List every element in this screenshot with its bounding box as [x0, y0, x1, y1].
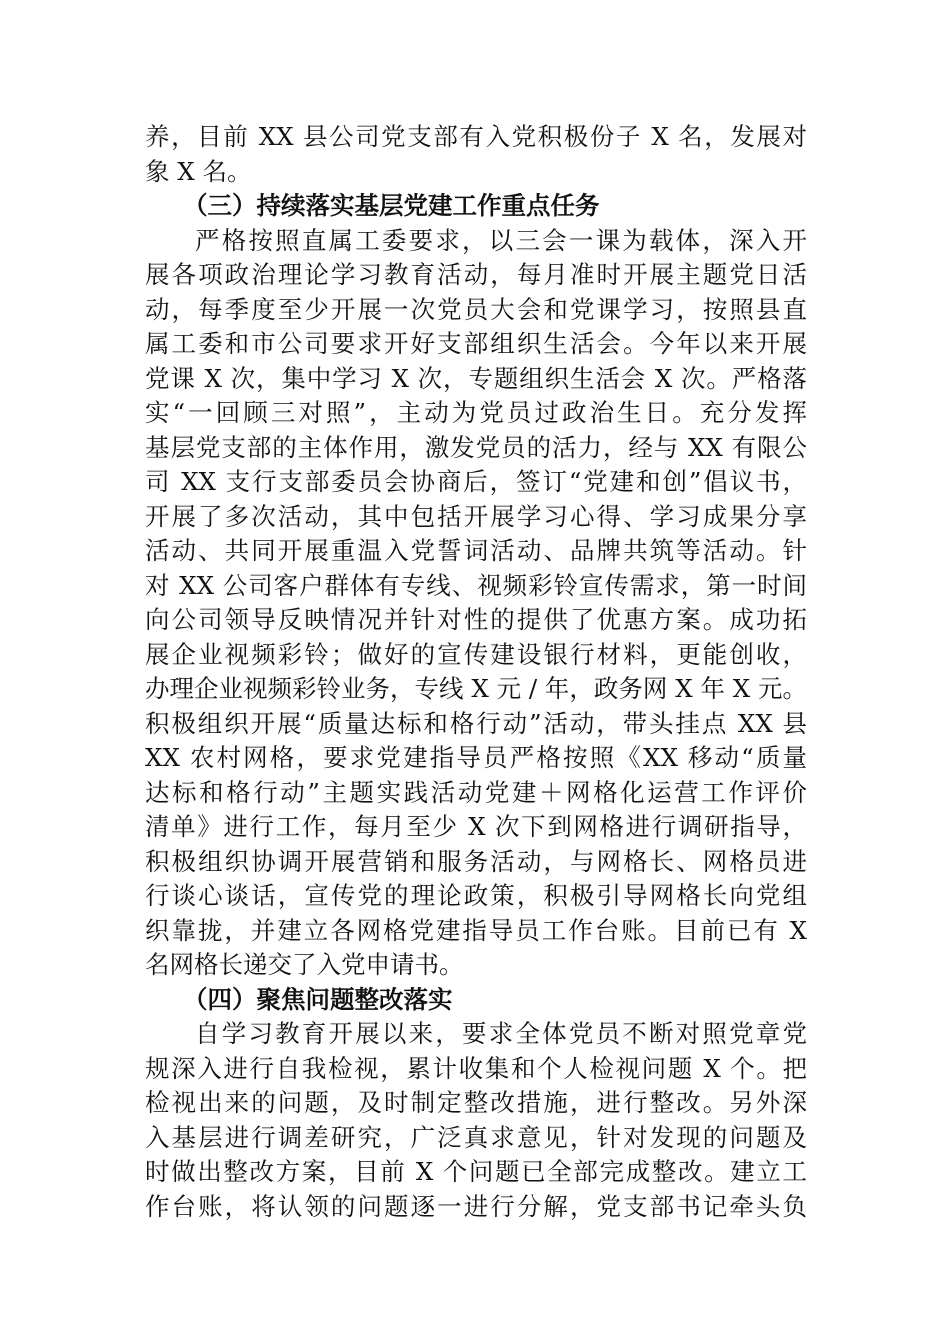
- text-line: 行谈心谈话，宣传党的理论政策，积极引导网格长向党组: [145, 881, 807, 910]
- text-line: 基层党支部的主体作用，激发党员的活力，经与 XX 有限公: [145, 432, 807, 462]
- document-body: [145, 120, 807, 1224]
- text-line: 达标和格行动”主题实践活动党建＋网格化运营工作评价: [145, 777, 807, 807]
- text-line: 党课 X 次，集中学习 X 次，专题组织生活会 X 次。严格落: [145, 363, 807, 393]
- text-line: 织靠拢，并建立各网格党建指导员工作台账。目前已有 X: [145, 915, 807, 945]
- text-line: 作台账，将认领的问题逐一进行分解，党支部书记牵头负: [145, 1191, 807, 1221]
- text-line: 规深入进行自我检视，累计收集和个人检视问题 X 个。把: [145, 1053, 807, 1083]
- text-line: 对 XX 公司客户群体有专线、视频彩铃宣传需求，第一时间: [145, 570, 807, 600]
- text-line: 自学习教育开展以来，要求全体党员不断对照党章党: [195, 1019, 807, 1048]
- paragraph: [145, 120, 807, 189]
- text-line: 实“一回顾三对照”，主动为党员过政治生日。充分发挥: [145, 398, 807, 427]
- text-line: 清单》进行工作，每月至少 X 次下到网格进行调研指导，: [145, 812, 807, 841]
- text-line: 开展了多次活动，其中包括开展学习心得、学习成果分享: [145, 501, 807, 531]
- text-line: 严格按照直属工委要求，以三会一课为载体，深入开: [195, 225, 807, 255]
- text-line: 入基层进行调差研究，广泛真求意见，针对发现的问题及: [145, 1122, 807, 1152]
- text-line: 时做出整改方案，目前 X 个问题已全部完成整改。建立工: [145, 1157, 807, 1186]
- text-line: 检视出来的问题，及时制定整改措施，进行整改。另外深: [145, 1088, 807, 1117]
- paragraph: [145, 224, 807, 983]
- text-line: 展企业视频彩铃；做好的宣传建设银行材料，更能创收，: [145, 639, 807, 669]
- text-line: 养，目前 XX 县公司党支部有入党积极份子 X 名，发展对: [145, 122, 807, 151]
- text-line: 展各项政治理论学习教育活动，每月准时开展主题党日活: [145, 260, 807, 289]
- paragraph: [145, 1017, 807, 1224]
- text-line: 积极组织协调开展营销和服务活动，与网格长、网格员进: [145, 846, 807, 876]
- text-line: 活动、共同开展重温入党誓词活动、品牌共筑等活动。针: [145, 536, 807, 565]
- text-line: 向公司领导反映情况并针对性的提供了优惠方案。成功拓: [145, 605, 807, 634]
- section-heading: （四）聚焦问题整改落实: [183, 984, 453, 1014]
- text-line: 名网格长递交了入党申请书。: [145, 950, 464, 979]
- text-line: 属工委和市公司要求开好支部组织生活会。今年以来开展: [145, 329, 807, 358]
- text-line: 积极组织开展“质量达标和格行动”活动，带头挂点 XX 县: [145, 708, 807, 738]
- text-line: 动，每季度至少开展一次党员大会和党课学习，按照县直: [145, 294, 807, 324]
- text-line: 象 X 名。: [145, 156, 252, 186]
- text-line: 办理企业视频彩铃业务，专线 X 元 / 年，政务网 X 年 X 元。: [145, 674, 807, 703]
- text-line: 司 XX 支行支部委员会协商后，签订“党建和创”倡议书，: [145, 467, 807, 496]
- text-line: XX 农村网格，要求党建指导员严格按照《XX 移动“质量: [145, 743, 807, 772]
- section-heading: （三）持续落实基层党建工作重点任务: [183, 191, 600, 220]
